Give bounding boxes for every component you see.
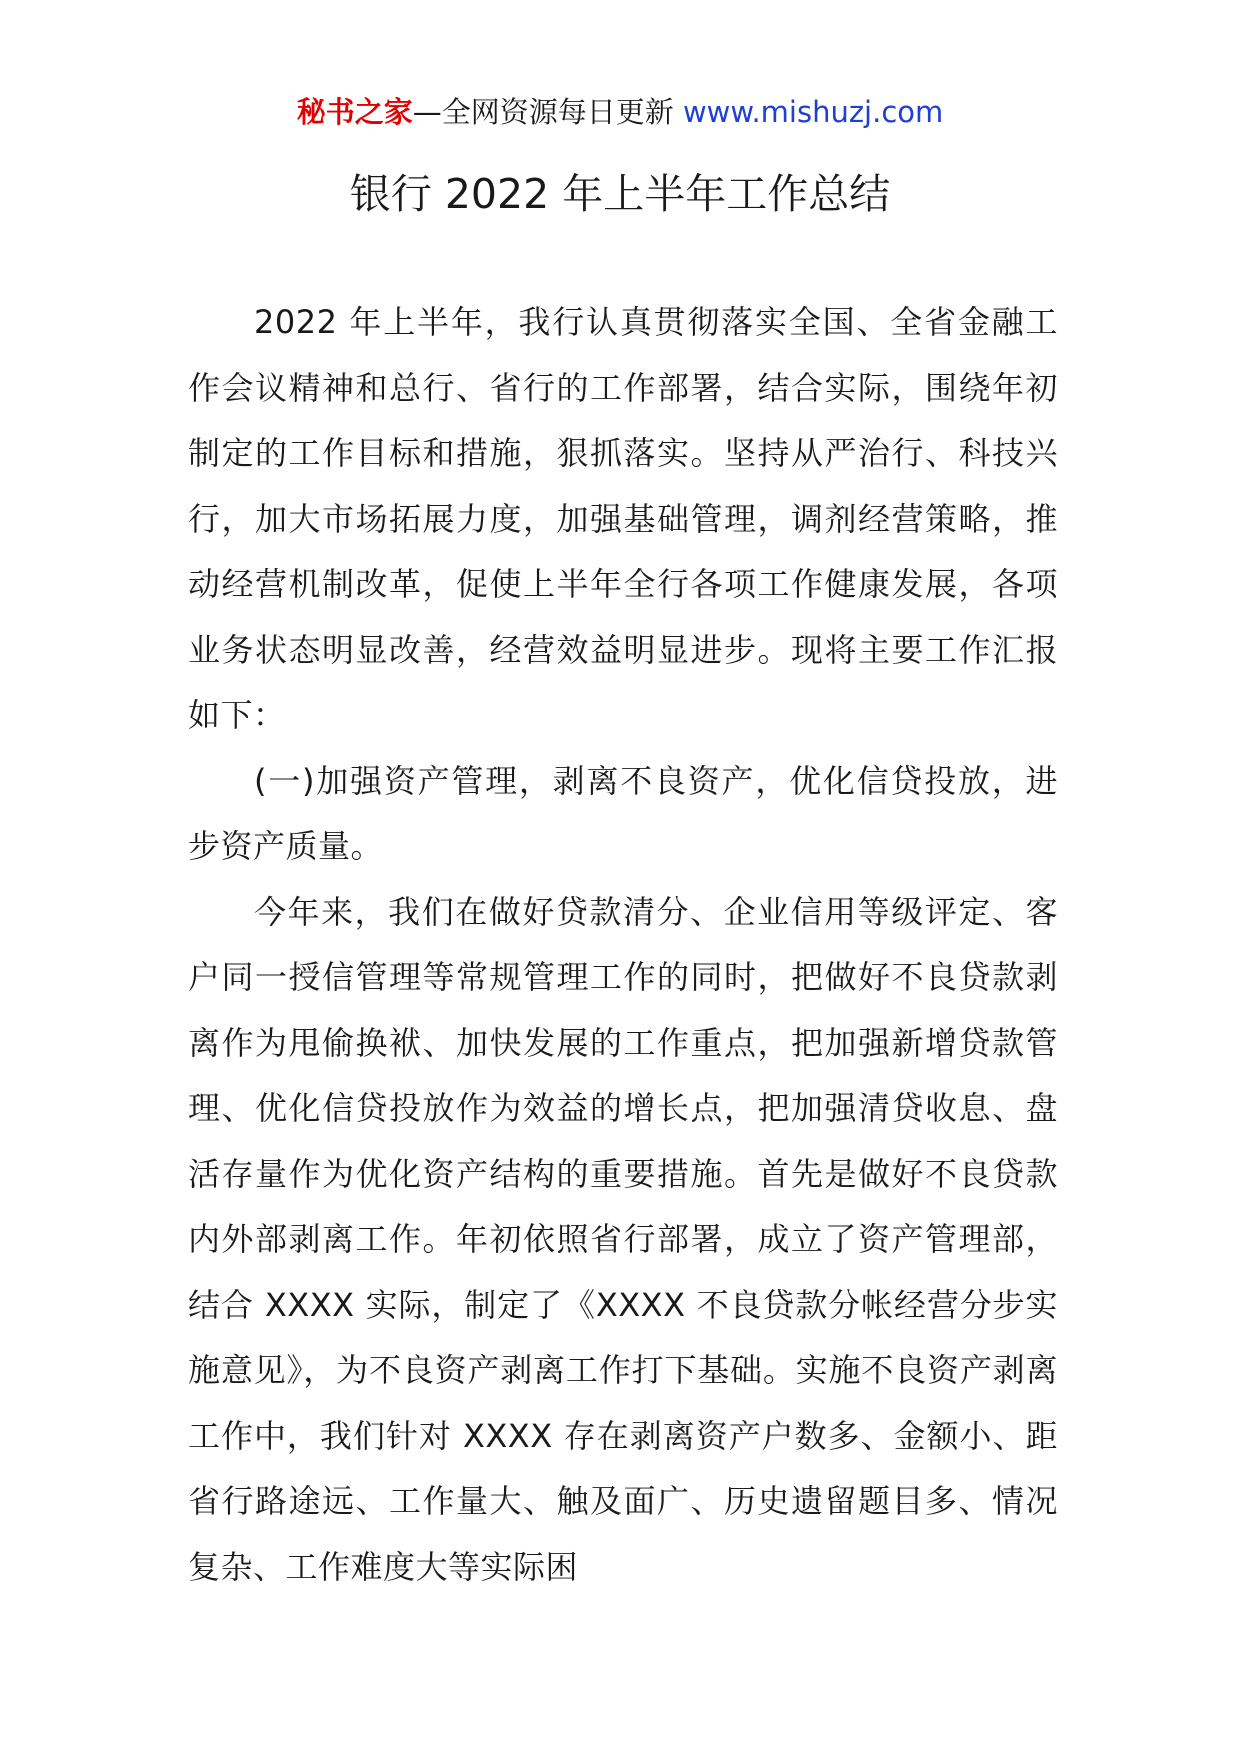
paragraph-intro: 2022 年上半年，我行认真贯彻落实全国、全省金融工作会议精神和总行、省行的工作部署，结合实际，围绕年初制定的工作目标和措施，狠抓落实。坚持从严治行、科技兴行，加大市场拓展力度，加强基础管理，调剂经营策略，推动经营机制改革，促使上半年全行各项工作健康发展，各项业务状态明显改善，经营效益明显进步。现将主要工作汇报如下：	[188, 303, 1058, 734]
banner-tagline: —全网资源每日更新	[412, 95, 683, 129]
paragraph-details: 今年来，我们在做好贷款清分、企业信用等级评定、客户同一授信管理等常规管理工作的同时，把做好不良贷款剥离作为甩偷换袱、加快发展的工作重点，把加强新增贷款管理、优化信贷投放作为效益的增长点，把加强清贷收息、盘活存量作为优化资产结构的重要措施。首先是做好不良贷款内外部剥离工作。年初依照省行部署，成立了资产管理部，结合 XXXX 实际，制定了《XXXX 不良贷款分帐经营分步实施意见》，为不良资产剥离工作打下基础。实施不良资产剥离工作中，我们针对 XXXX 存在剥离资产户数多、金额小、距省行路途远、工作量大、触及面广、历史遗留题目多、情况复杂、工作难度大等实际困	[188, 892, 1058, 1586]
document-body	[188, 290, 1058, 1600]
site-banner	[0, 92, 1240, 132]
brand-name: 秘书之家	[296, 95, 413, 129]
paragraph-section-heading: (一)加强资产管理，剥离不良资产，优化信贷投放，进步资产质量。	[188, 761, 1058, 865]
document-title: 银行 2022 年上半年工作总结	[349, 170, 891, 218]
site-url-link[interactable]: www.mishuzj.com	[682, 95, 944, 129]
